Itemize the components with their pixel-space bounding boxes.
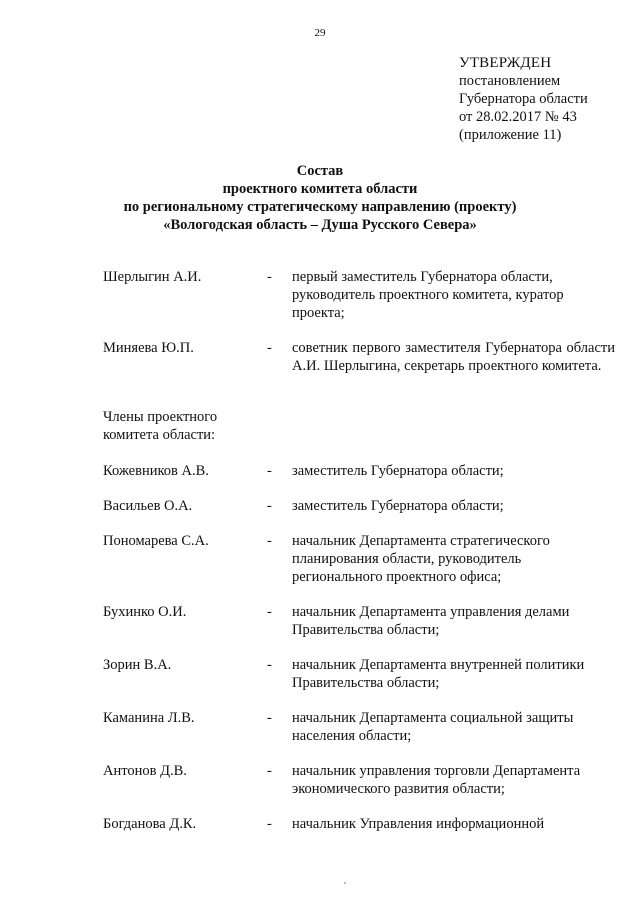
- approval-stamp: [459, 54, 588, 144]
- member-role: начальник Департамента стратегического планирования области, руководитель регионального проектного офиса;: [292, 533, 550, 585]
- approval-title: УТВЕРЖДЕН: [459, 55, 552, 71]
- member-name: Антонов Д.В.: [103, 763, 187, 779]
- separator-dash: -: [267, 816, 272, 832]
- member-role: начальник Управления информационной: [292, 816, 545, 832]
- approval-line: от 28.02.2017 № 43: [459, 109, 577, 125]
- separator-dash: -: [267, 269, 272, 285]
- member-role: начальник управления торговли Департамента экономического развития области;: [292, 763, 581, 797]
- member-role: начальник Департамента социальной защиты населения области;: [292, 710, 574, 744]
- member-name: Каманина Л.В.: [103, 710, 195, 726]
- member-name: Бухинко О.И.: [103, 604, 187, 620]
- member-name: Богданова Д.К.: [103, 816, 197, 832]
- member-role: заместитель Губернатора области;: [292, 463, 504, 479]
- document-heading: [0, 162, 640, 234]
- member-name: Шерлыгин А.И.: [103, 269, 202, 285]
- separator-dash: -: [267, 604, 272, 620]
- approval-line: Губернатора области: [459, 91, 588, 107]
- heading-line: проектного комитета области: [222, 181, 418, 197]
- separator-dash: -: [267, 763, 272, 779]
- members-label: Члены проектного комитета области:: [103, 409, 218, 443]
- member-role: начальник Департамента управления делами Правительства области;: [292, 604, 570, 638]
- member-role: начальник Департамента внутренней политики Правительства области;: [292, 657, 585, 691]
- member-name: Зорин В.А.: [103, 657, 172, 673]
- separator-dash: -: [267, 657, 272, 673]
- scan-speck: [344, 882, 346, 884]
- separator-dash: -: [267, 463, 272, 479]
- member-name: Миняева Ю.П.: [103, 340, 194, 356]
- member-name: Васильев О.А.: [103, 498, 193, 514]
- heading-line: «Вологодская область – Душа Русского Севера»: [163, 217, 477, 233]
- page-number: 29: [314, 27, 326, 39]
- separator-dash: -: [267, 710, 272, 726]
- approval-line: (приложение 11): [459, 127, 562, 143]
- member-name: Пономарева С.А.: [103, 533, 209, 549]
- member-role: советник первого заместителя Губернатора области А.И. Шерлыгина, секретарь проектного комитета.: [292, 340, 615, 374]
- separator-dash: -: [267, 340, 272, 356]
- separator-dash: -: [267, 533, 272, 549]
- member-name: Кожевников А.В.: [103, 463, 209, 479]
- approval-line: постановлением: [459, 73, 561, 89]
- member-role: первый заместитель Губернатора области, руководитель проектного комитета, куратор проекта;: [292, 269, 564, 321]
- heading-line: по региональному стратегическому направлению (проекту): [123, 199, 517, 215]
- separator-dash: -: [267, 498, 272, 514]
- member-role: заместитель Губернатора области;: [292, 498, 504, 514]
- heading-line: Состав: [296, 163, 344, 179]
